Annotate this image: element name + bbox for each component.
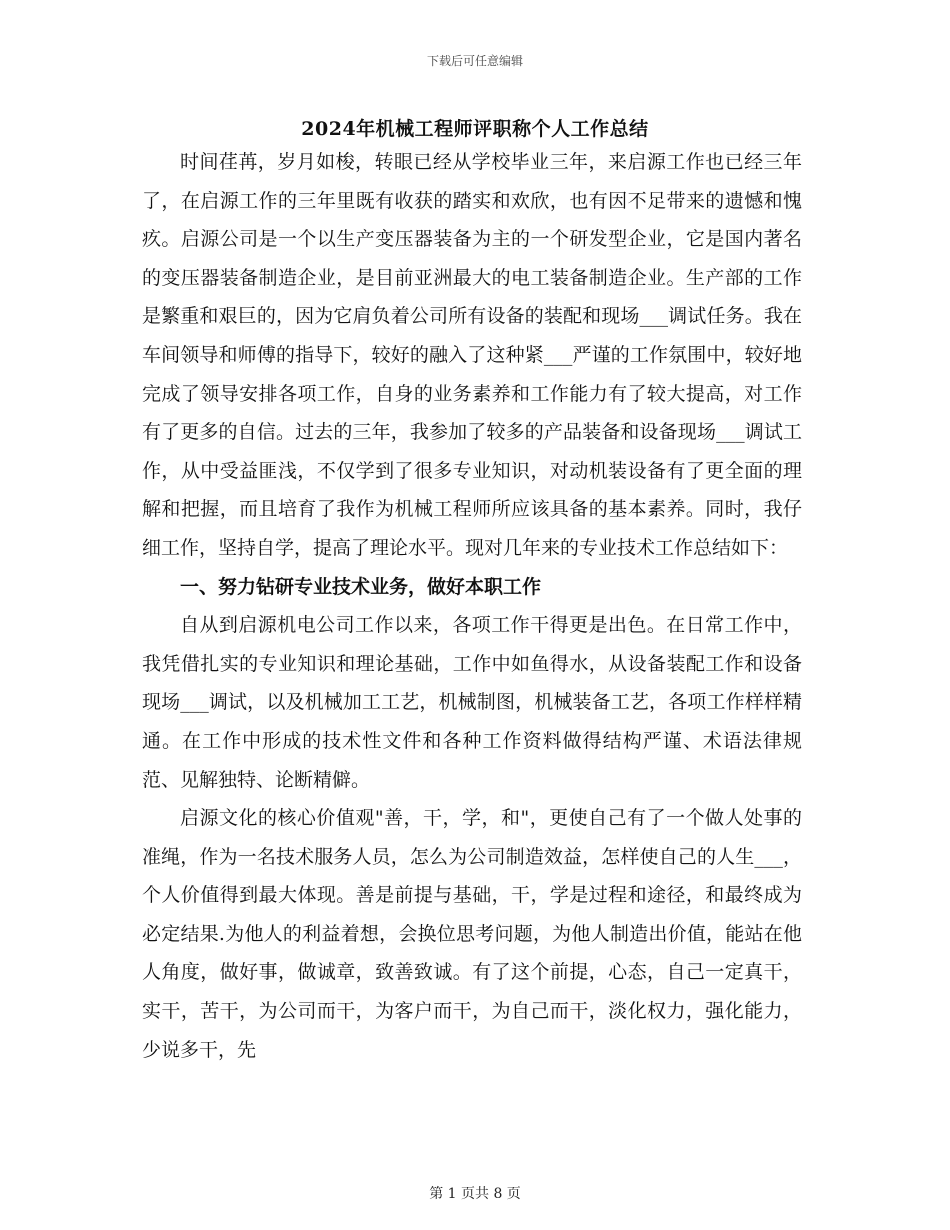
document-title: 2024年机械工程师评职称个人工作总结 xyxy=(301,118,649,140)
page-header-note: 下载后可任意编辑 xyxy=(426,54,523,68)
section-heading-1: 一、努力钻研专业技术业务，做好本职工作 xyxy=(180,575,542,598)
paragraph-work: 自从到启源机电公司工作以来，各项工作干得更是出色。在日常工作中，我凭借扎实的专业知识和理论基础，工作中如鱼得水，从设备装配工作和设备现场___调试，以及机械加工工艺，机械制图，机械装备工艺，各项工作样样精通。在工作中形成的技术性文件和各种工作资料做得结构严谨、术语法律规范、见解独特、论断精僻。 xyxy=(142,614,802,791)
page-number-footer: 第 1 页共 8 页 xyxy=(429,1186,521,1202)
document-body xyxy=(142,143,802,1069)
paragraph-culture: 启源文化的核心价值观"善，干，学，和"，更使自己有了一个做人处事的准绳，作为一名技术服务人员，怎么为公司制造效益，怎样使自己的人生___，个人价值得到最大体现。善是前提与基础，干，学是过程和途径，和最终成为必定结果.为他人的利益着想，会换位思考问题，为他人制造出价值，能站在他人角度，做好事，做诚章，致善致诚。有了这个前提，心态，自己一定真干，实干，苦干，为公司而干，为客户而干，为自己而干，淡化权力，强化能力，少说多干，先 xyxy=(142,807,802,1061)
paragraph-intro: 时间荏苒，岁月如梭，转眼已经从学校毕业三年，来启源工作也已经三年了，在启源工作的三年里既有收获的踏实和欢欣，也有因不足带来的遗憾和愧疚。启源公司是一个以生产变压器装备为主的一个研发型企业，它是国内著名的变压器装备制造企业，是目前亚洲最大的电工装备制造企业。生产部的工作是繁重和艰巨的，因为它肩负着公司所有设备的装配和现场___调试任务。我在车间领导和师傅的指导下，较好的融入了这种紧___严谨的工作氛围中，较好地完成了领导安排各项工作，自身的业务素养和工作能力有了较大提高，对工作有了更多的自信。过去的三年，我参加了较多的产品装备和设备现场___调试工作，从中受益匪浅，不仅学到了很多专业知识，对动机装设备有了更全面的理解和把握，而且培育了我作为机械工程师所应该具备的基本素养。同时，我仔细工作，坚持自学，提高了理论水平。现对几年来的专业技术工作总结如下： xyxy=(142,151,802,559)
